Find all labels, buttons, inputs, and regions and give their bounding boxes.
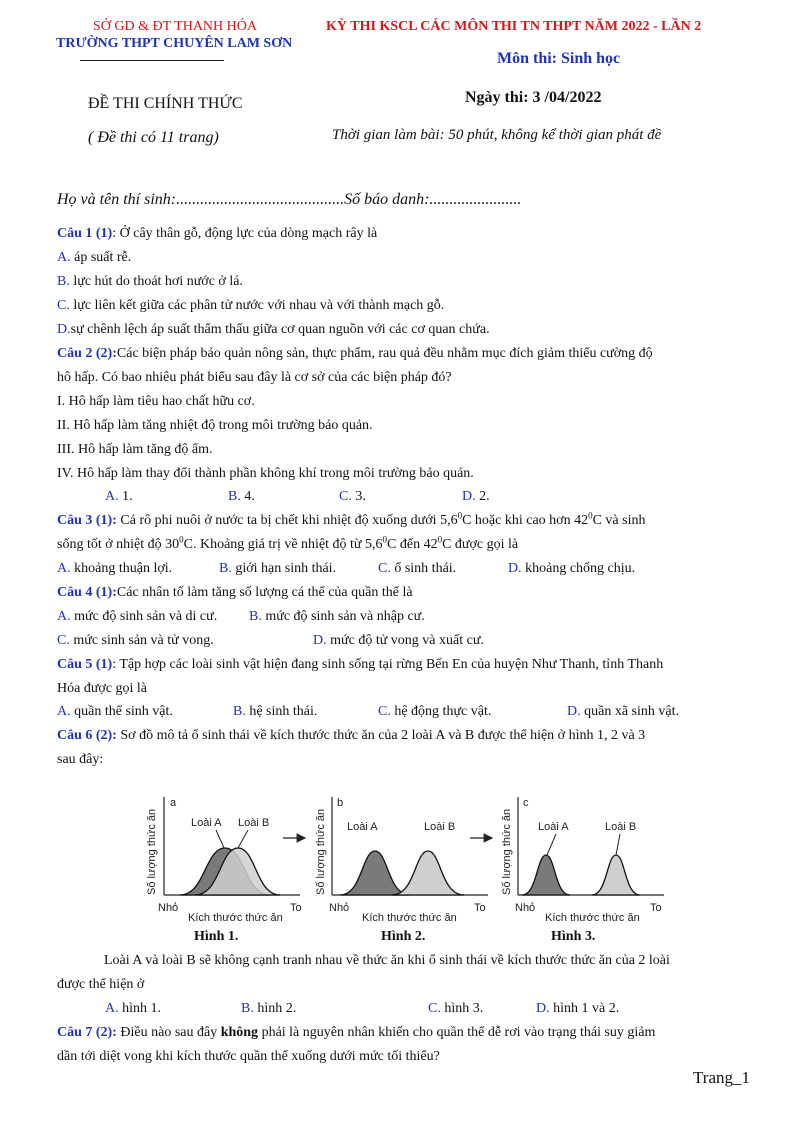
caption-3: Hình 3.: [551, 929, 596, 944]
question-7: Câu 7 (2): Điều nào sau đây không phải là nguyên nhân khiến cho quần thể dễ rơi vào trạng thái suy giảm: [57, 1025, 656, 1040]
q6-option-d: D. hình 1 và 2.: [536, 1001, 620, 1016]
question-1: [57, 225, 377, 243]
x-small-label: Nhỏ: [329, 902, 350, 914]
panel-letter: a: [170, 797, 177, 809]
panel-letter: c: [523, 797, 529, 809]
question-label: Câu 4 (1):: [57, 585, 117, 600]
question-label: Câu 7 (2):: [57, 1025, 117, 1040]
q2-statement-3: III. Hô hấp làm tăng độ ẩm.: [57, 442, 213, 457]
q6-option-b: B. hình 2.: [241, 1001, 297, 1016]
x-large-label: To: [474, 902, 486, 914]
question-2-cont: hô hấp. Có bao nhiêu phát biểu sau đây là cơ sở của các biện pháp đó?: [57, 370, 452, 385]
q6-option-a: A. hình 1.: [105, 1001, 162, 1016]
question-7-cont: dần tới diệt vong khi kích thước quần thể xuống dưới mức tối thiểu?: [57, 1049, 440, 1064]
x-small-label: Nhỏ: [158, 902, 179, 914]
figure-panel-3: [501, 797, 664, 924]
x-axis-label: Kích thước thức ăn: [188, 912, 283, 924]
q3-option-d: D. khoảng chống chịu.: [508, 561, 636, 576]
species-a-curve: [340, 851, 410, 895]
species-b-label: Loài B: [238, 817, 270, 829]
q1-option-c: C. lực liên kết giữa các phân tử nước với nhau và với thành mạch gỗ.: [57, 298, 445, 313]
page-number: Trang_1: [693, 1068, 750, 1087]
species-a-pointer: [547, 834, 556, 855]
x-small-label: Nhỏ: [515, 902, 536, 914]
caption-1: Hình 1.: [194, 929, 239, 944]
q2-statement-2: II. Hô hấp làm tăng nhiệt độ trong môi trường bảo quản.: [57, 418, 373, 433]
official-label: ĐỀ THI CHÍNH THỨC: [88, 95, 243, 112]
question-3: Câu 3 (1): Cá rô phi nuôi ở nước ta bị chết khi nhiệt độ xuống dưới $5,6^0C$ hoặc khi cao hơn $42^0C$ và sinh: [57, 510, 646, 528]
q3-option-b: B. giới hạn sinh thái.: [219, 561, 337, 576]
exam-title: KỲ THI KSCL CÁC MÔN THI TN THPT NĂM 2022 - LẦN 2: [326, 19, 702, 34]
q5-option-c: C. hệ động thực vật.: [378, 704, 492, 719]
candidate-line: Họ và tên thí sinh:..........................................Số báo danh:.......................: [57, 191, 522, 208]
question-label: Câu 5 (1): [57, 657, 113, 672]
question-label: Câu 6 (2):: [57, 728, 117, 743]
question-4: Câu 4 (1):Các nhân tố làm tăng số lượng cá thể của quần thể là: [57, 585, 413, 600]
page-count: ( Đề thi có 11 trang): [88, 129, 219, 146]
x-large-label: To: [650, 902, 662, 914]
duration: Thời gian làm bài: 50 phút, không kể thời gian phát đề: [332, 127, 662, 143]
q4-option-d: D. mức độ tử vong và xuất cư.: [313, 633, 484, 648]
x-axis-label: Kích thước thức ăn: [362, 912, 457, 924]
question-2: Câu 2 (2):Các biện pháp bảo quản nông sản, thực phẩm, rau quả đều nhằm mục đích giảm thiểu cường độ: [57, 346, 653, 361]
question-text: : Ở cây thân gỗ, động lực của dòng mạch rây là: [112, 226, 378, 241]
species-a-label: Loài A: [347, 821, 378, 833]
question-label: Câu 3 (1):: [57, 513, 117, 528]
school-name: TRƯỜNG THPT CHUYÊN LAM SƠN: [56, 36, 293, 51]
question-5-cont: Hóa được gọi là: [57, 681, 148, 696]
figure-panel-1: [146, 797, 302, 924]
q4-option-a: A. mức độ sinh sản và di cư.: [57, 609, 218, 624]
species-b-label: Loài B: [424, 821, 456, 833]
species-b-curve: [392, 851, 464, 895]
species-b-pointer: [616, 834, 620, 855]
header-divider: [80, 60, 224, 61]
species-a-pointer: [216, 830, 224, 848]
y-axis-label: Số lượng thức ăn: [315, 808, 327, 895]
y-axis-label: Số lượng thức ăn: [501, 808, 513, 895]
q1-option-b: B. lực hút do thoát hơi nước ở lá.: [57, 274, 243, 289]
question-5: Câu 5 (1): Tập hợp các loài sinh vật hiện đang sinh sống tại rừng Bến En của huyện Như Thanh, tỉnh Thanh: [57, 657, 664, 672]
q2-option-a: A. 1.: [105, 489, 133, 504]
x-large-label: To: [290, 902, 302, 914]
species-a-curve: [522, 855, 570, 895]
dept-name: SỞ GD & ĐT THANH HÓA: [93, 19, 257, 34]
species-b-curve: [592, 855, 640, 895]
species-a-label: Loài A: [538, 821, 569, 833]
q6-option-c: C. hình 3.: [428, 1001, 484, 1016]
question-6-cont: sau đây:: [57, 752, 104, 767]
q4-option-b: B. mức độ sinh sản và nhập cư.: [249, 609, 425, 624]
q2-option-d: D. 2.: [462, 489, 490, 504]
q4-option-c: C. mức sinh sản và tử vong.: [57, 633, 214, 648]
question-6-after-cont: được thể hiện ở: [57, 977, 145, 992]
x-axis-label: Kích thước thức ăn: [545, 912, 640, 924]
q3-option-c: C. ổ sinh thái.: [378, 561, 457, 576]
q2-statement-1: I. Hô hấp làm tiêu hao chất hữu cơ.: [57, 394, 255, 409]
q1-option-a: A. áp suất rễ.: [57, 250, 132, 265]
niche-figure: [0, 785, 794, 950]
q5-option-d: D. quần xã sinh vật.: [567, 704, 679, 719]
q2-option-c: C. 3.: [339, 489, 366, 504]
q5-option-a: A. quần thể sinh vật.: [57, 704, 173, 719]
subject: Môn thi: Sinh học: [497, 50, 621, 67]
question-6-after: Loài A và loài B sẽ không cạnh tranh nhau về thức ăn khi ổ sinh thái về kích thước thức ăn của 2 loài: [104, 953, 670, 968]
exam-date: Ngày thi: 3 /04/2022: [465, 89, 602, 106]
question-label: Câu 2 (2):: [57, 346, 117, 361]
q2-option-b: B. 4.: [228, 489, 255, 504]
species-b-label: Loài B: [605, 821, 637, 833]
q3-option-a: A. khoảng thuận lợi.: [57, 561, 173, 576]
caption-2: Hình 2.: [381, 929, 426, 944]
species-a-label: Loài A: [191, 817, 222, 829]
question-3-cont: sống tốt ở nhiệt độ $30^0C$. Khoảng giá trị về nhiệt độ từ $5,6^0C$ đến $42^0C$ được gọi là: [57, 534, 519, 552]
question-6: Câu 6 (2): Sơ đồ mô tả ổ sinh thái về kích thước thức ăn của 2 loài A và B được thể hiện ở hình 1, 2 và 3: [57, 728, 646, 743]
y-axis-label: Số lượng thức ăn: [146, 808, 158, 895]
q5-option-b: B. hệ sinh thái.: [233, 704, 318, 719]
species-b-pointer: [238, 830, 248, 848]
question-label: Câu 1 (1): [57, 226, 113, 241]
panel-letter: b: [337, 797, 344, 809]
q2-statement-4: IV. Hô hấp làm thay đổi thành phần không khí trong môi trường bảo quản.: [57, 466, 474, 481]
q1-option-d: D.sự chênh lệch áp suất thẩm thấu giữa cơ quan nguồn với các cơ quan chứa.: [57, 322, 490, 337]
figure-panel-2: [315, 797, 488, 924]
